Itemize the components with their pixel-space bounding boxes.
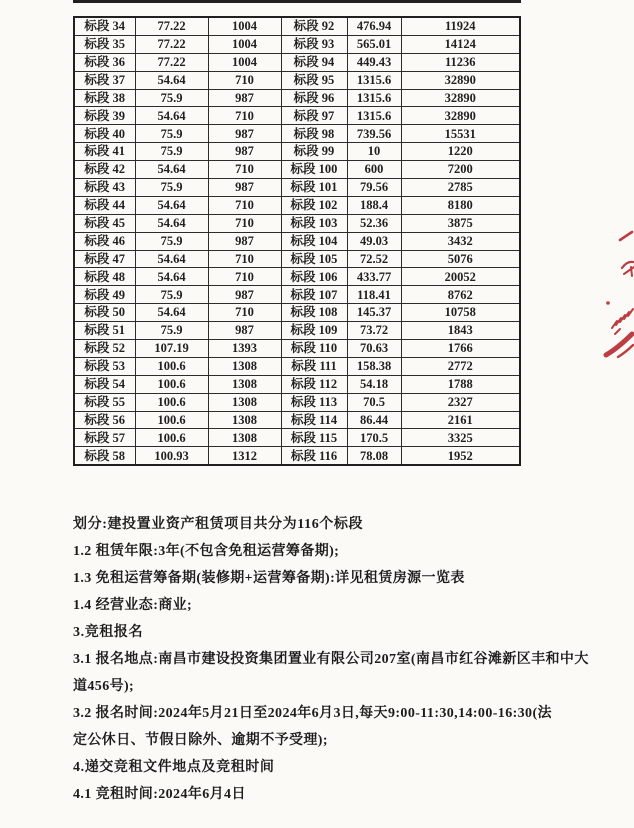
segment-label-cell: 标段 114 [281,411,347,429]
segment-label-cell: 标段 97 [281,107,347,125]
segment-label-cell: 标段 36 [74,53,135,71]
area-value-cell: 54.64 [135,250,208,268]
area-value-cell: 1315.6 [347,89,401,107]
rent-value-cell: 5076 [401,250,520,268]
segment-label-cell: 标段 116 [281,447,347,465]
area-value-cell: 1315.6 [347,107,401,125]
rent-value-cell: 3432 [401,232,520,250]
area-value-cell: 79.56 [347,179,401,197]
area-value-cell: 100.6 [135,429,208,447]
rent-value-cell: 15531 [401,125,520,143]
segment-label-cell: 标段 53 [74,357,135,375]
table-row [74,411,520,429]
rent-value-cell: 1004 [208,17,281,35]
table-row [74,161,520,179]
segment-label-cell: 标段 98 [281,125,347,143]
rent-value-cell: 10758 [401,304,520,322]
paragraph-line: 道456号); [73,679,135,694]
area-value-cell: 10 [347,143,401,161]
area-value-cell: 100.6 [135,357,208,375]
segment-label-cell: 标段 35 [74,35,135,53]
area-value-cell: 70.5 [347,393,401,411]
table-row [74,232,520,250]
area-value-cell: 75.9 [135,286,208,304]
rent-value-cell: 987 [208,322,281,340]
area-value-cell: 75.9 [135,143,208,161]
segment-label-cell: 标段 93 [281,35,347,53]
rent-value-cell: 987 [208,232,281,250]
table-row [74,53,520,71]
area-value-cell: 75.9 [135,322,208,340]
segment-label-cell: 标段 39 [74,107,135,125]
segment-label-cell: 标段 94 [281,53,347,71]
area-value-cell: 54.64 [135,268,208,286]
rent-value-cell: 1308 [208,429,281,447]
table-row [74,322,520,340]
segment-label-cell: 标段 101 [281,179,347,197]
red-stamp-fragment [598,222,634,367]
area-value-cell: 54.64 [135,71,208,89]
segment-label-cell: 标段 47 [74,250,135,268]
table-row [74,71,520,89]
rent-value-cell: 1308 [208,375,281,393]
area-value-cell: 86.44 [347,411,401,429]
rent-value-cell: 987 [208,286,281,304]
rent-value-cell: 710 [208,71,281,89]
segment-label-cell: 标段 105 [281,250,347,268]
rent-value-cell: 32890 [401,107,520,125]
segment-label-cell: 标段 96 [281,89,347,107]
paragraph-line: 1.2 租赁年限:3年(不包含免租运营筹备期); [73,544,340,559]
rent-value-cell: 2785 [401,179,520,197]
area-value-cell: 145.37 [347,304,401,322]
segment-label-cell: 标段 45 [74,214,135,232]
rent-value-cell: 1952 [401,447,520,465]
paragraph-line: 3.竞租报名 [73,625,144,640]
rent-value-cell: 1308 [208,357,281,375]
segment-label-cell: 标段 102 [281,196,347,214]
segment-label-cell: 标段 95 [281,71,347,89]
table-row [74,375,520,393]
rent-value-cell: 987 [208,143,281,161]
area-value-cell: 600 [347,161,401,179]
rent-value-cell: 14124 [401,35,520,53]
area-value-cell: 449.43 [347,53,401,71]
segment-label-cell: 标段 50 [74,304,135,322]
area-value-cell: 54.64 [135,214,208,232]
segment-label-cell: 标段 113 [281,393,347,411]
segment-label-cell: 标段 111 [281,357,347,375]
table-row [74,250,520,268]
paragraph-line: 1.3 免租运营筹备期(装修期+运营筹备期):详见租赁房源一览表 [73,571,465,586]
paragraph-line: 3.1 报名地点:南昌市建设投资集团置业有限公司207室(南昌市红谷滩新区丰和中大 [73,652,589,667]
segment-label-cell: 标段 115 [281,429,347,447]
segments-table-body [74,17,520,465]
segment-label-cell: 标段 58 [74,447,135,465]
segment-label-cell: 标段 109 [281,322,347,340]
rent-value-cell: 3875 [401,214,520,232]
area-value-cell: 54.64 [135,107,208,125]
segment-label-cell: 标段 37 [74,71,135,89]
segment-label-cell: 标段 38 [74,89,135,107]
table-row [74,35,520,53]
area-value-cell: 77.22 [135,53,208,71]
area-value-cell: 72.52 [347,250,401,268]
area-value-cell: 54.64 [135,304,208,322]
area-value-cell: 100.6 [135,411,208,429]
area-value-cell: 100.93 [135,447,208,465]
area-value-cell: 78.08 [347,447,401,465]
area-value-cell: 100.6 [135,375,208,393]
table-row [74,196,520,214]
area-value-cell: 565.01 [347,35,401,53]
rent-value-cell: 1843 [401,322,520,340]
rent-value-cell: 1220 [401,143,520,161]
table-row [74,17,520,35]
area-value-cell: 107.19 [135,340,208,358]
rent-value-cell: 1393 [208,340,281,358]
segment-label-cell: 标段 40 [74,125,135,143]
area-value-cell: 77.22 [135,17,208,35]
table-row [74,286,520,304]
table-row [74,89,520,107]
segment-label-cell: 标段 104 [281,232,347,250]
paragraph-line: 划分:建投置业资产租赁项目共分为116个标段 [73,517,364,532]
rent-value-cell: 20052 [401,268,520,286]
area-value-cell: 188.4 [347,196,401,214]
rent-value-cell: 987 [208,89,281,107]
rent-value-cell: 710 [208,268,281,286]
rent-value-cell: 1004 [208,53,281,71]
rent-value-cell: 1788 [401,375,520,393]
rent-value-cell: 1004 [208,35,281,53]
rent-value-cell: 1766 [401,340,520,358]
area-value-cell: 54.18 [347,375,401,393]
rent-value-cell: 2327 [401,393,520,411]
segment-label-cell: 标段 92 [281,17,347,35]
area-value-cell: 433.77 [347,268,401,286]
area-value-cell: 100.6 [135,393,208,411]
segment-label-cell: 标段 103 [281,214,347,232]
paragraph-line: 1.4 经营业态:商业; [73,598,193,613]
area-value-cell: 739.56 [347,125,401,143]
rent-value-cell: 710 [208,107,281,125]
segment-label-cell: 标段 52 [74,340,135,358]
area-value-cell: 75.9 [135,125,208,143]
table-row [74,214,520,232]
rent-value-cell: 710 [208,250,281,268]
body-text-block [73,511,621,808]
segment-label-cell: 标段 51 [74,322,135,340]
area-value-cell: 158.38 [347,357,401,375]
rent-value-cell: 32890 [401,71,520,89]
segment-label-cell: 标段 54 [74,375,135,393]
area-value-cell: 73.72 [347,322,401,340]
segment-label-cell: 标段 49 [74,286,135,304]
table-row [74,143,520,161]
segment-label-cell: 标段 106 [281,268,347,286]
segment-label-cell: 标段 34 [74,17,135,35]
rent-value-cell: 1308 [208,393,281,411]
table-row [74,107,520,125]
table-row [74,179,520,197]
area-value-cell: 54.64 [135,196,208,214]
segment-label-cell: 标段 55 [74,393,135,411]
segment-label-cell: 标段 107 [281,286,347,304]
segment-label-cell: 标段 42 [74,161,135,179]
area-value-cell: 54.64 [135,161,208,179]
segments-table [73,16,521,466]
segment-label-cell: 标段 44 [74,196,135,214]
paragraph-line: 4.递交竞租文件地点及竞租时间 [73,760,275,775]
segment-label-cell: 标段 48 [74,268,135,286]
segment-label-cell: 标段 108 [281,304,347,322]
segment-label-cell: 标段 110 [281,340,347,358]
table-row [74,340,520,358]
area-value-cell: 49.03 [347,232,401,250]
rent-value-cell: 987 [208,125,281,143]
rent-value-cell: 32890 [401,89,520,107]
segment-label-cell: 标段 46 [74,232,135,250]
segment-label-cell: 标段 57 [74,429,135,447]
segment-label-cell: 标段 112 [281,375,347,393]
rent-value-cell: 2161 [401,411,520,429]
area-value-cell: 52.36 [347,214,401,232]
table-row [74,268,520,286]
area-value-cell: 77.22 [135,35,208,53]
rent-value-cell: 11924 [401,17,520,35]
table-row [74,429,520,447]
rent-value-cell: 1312 [208,447,281,465]
area-value-cell: 70.63 [347,340,401,358]
area-value-cell: 476.94 [347,17,401,35]
paragraph-line: 4.1 竞租时间:2024年6月4日 [73,787,246,802]
table-row [74,125,520,143]
area-value-cell: 170.5 [347,429,401,447]
rent-value-cell: 710 [208,304,281,322]
segment-label-cell: 标段 41 [74,143,135,161]
paragraph-line: 定公休日、节假日除外、逾期不予受理); [73,733,328,748]
rent-value-cell: 1308 [208,411,281,429]
paragraph-line: 3.2 报名时间:2024年5月21日至2024年6月3日,每天9:00-11:30,14:00-16:30(法 [73,706,552,721]
segment-label-cell: 标段 56 [74,411,135,429]
table-row [74,393,520,411]
area-value-cell: 75.9 [135,89,208,107]
area-value-cell: 118.41 [347,286,401,304]
segment-label-cell: 标段 100 [281,161,347,179]
rent-value-cell: 710 [208,161,281,179]
rent-value-cell: 8180 [401,196,520,214]
table-row [74,447,520,465]
rent-value-cell: 987 [208,179,281,197]
table-row [74,304,520,322]
rent-value-cell: 11236 [401,53,520,71]
table-row [74,357,520,375]
rent-value-cell: 3325 [401,429,520,447]
segment-label-cell: 标段 43 [74,179,135,197]
rent-value-cell: 7200 [401,161,520,179]
rent-value-cell: 2772 [401,357,520,375]
area-value-cell: 1315.6 [347,71,401,89]
area-value-cell: 75.9 [135,179,208,197]
rent-value-cell: 8762 [401,286,520,304]
segment-label-cell: 标段 99 [281,143,347,161]
rent-value-cell: 710 [208,214,281,232]
table-top-partial-border [73,0,521,3]
area-value-cell: 75.9 [135,232,208,250]
rent-value-cell: 710 [208,196,281,214]
